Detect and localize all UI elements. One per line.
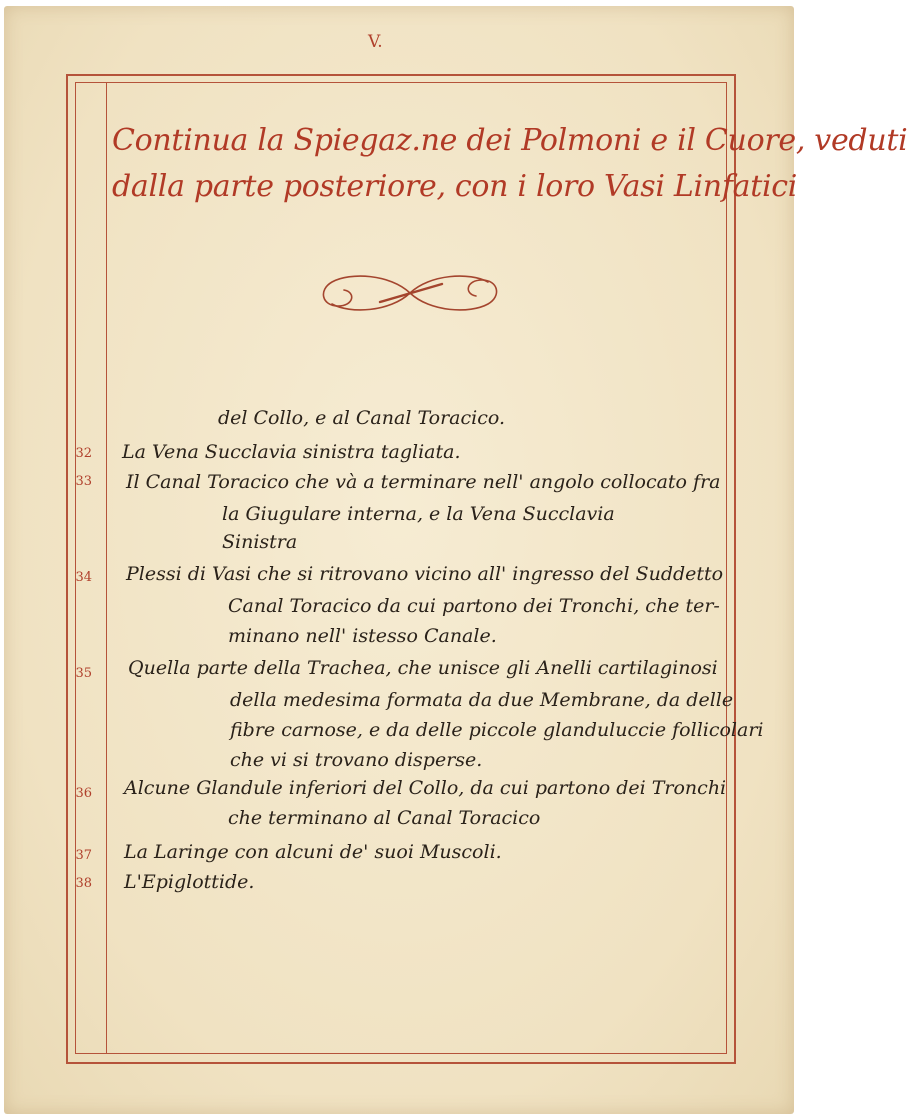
entry-line: La Vena Succlavia sinistra tagliata. [122,441,461,463]
entry-line: Quella parte della Trachea, che unisce gli Anelli cartilaginosi [128,657,718,679]
entry-line: la Giugulare interna, e la Vena Succlavia [222,503,615,525]
margin-rule [106,82,107,1054]
entry-line: La Laringe con alcuni de' suoi Muscoli. [124,841,502,863]
page-title [112,118,907,210]
entry-number: 34 [75,570,92,585]
title-line-1: Continua la Spiegaz.ne dei Polmoni e il Cuore, veduti [112,123,907,158]
entry-line: Alcune Glandule inferiori del Collo, da cui partono dei Tronchi [124,777,727,799]
entry-line: Il Canal Toracico che và a terminare nell' angolo collocato fra [126,471,721,493]
folio-number: V. [368,32,383,52]
entry-number: 32 [75,446,92,461]
title-line-2: dalla parte posteriore, con i loro Vasi Linfatici [112,169,798,204]
entry-line: Canal Toracico da cui partono dei Tronchi, che ter- [228,595,720,617]
entry-number: 36 [75,786,92,801]
entry-line: Plessi di Vasi che si ritrovano vicino all' ingresso del Suddetto [126,563,724,585]
entry-line: che terminano al Canal Toracico [228,807,541,829]
entry-number: 37 [75,848,92,863]
entry-number: 33 [75,474,92,489]
entry-number: 38 [75,876,92,891]
entry-line: L'Epiglottide. [124,871,255,893]
entry-line: del Collo, e al Canal Toracico. [218,407,505,429]
entry-number: 35 [75,666,92,681]
entry-line: Sinistra [222,531,298,553]
entry-line: fibre carnose, e da delle piccole glanduluccie follicolari [230,719,764,741]
entry-line: della medesima formata da due Membrane, da delle [230,689,734,711]
calligraphic-flourish [310,266,510,320]
entry-line: minano nell' istesso Canale. [228,625,497,647]
entry-line: che vi si trovano disperse. [230,749,483,771]
